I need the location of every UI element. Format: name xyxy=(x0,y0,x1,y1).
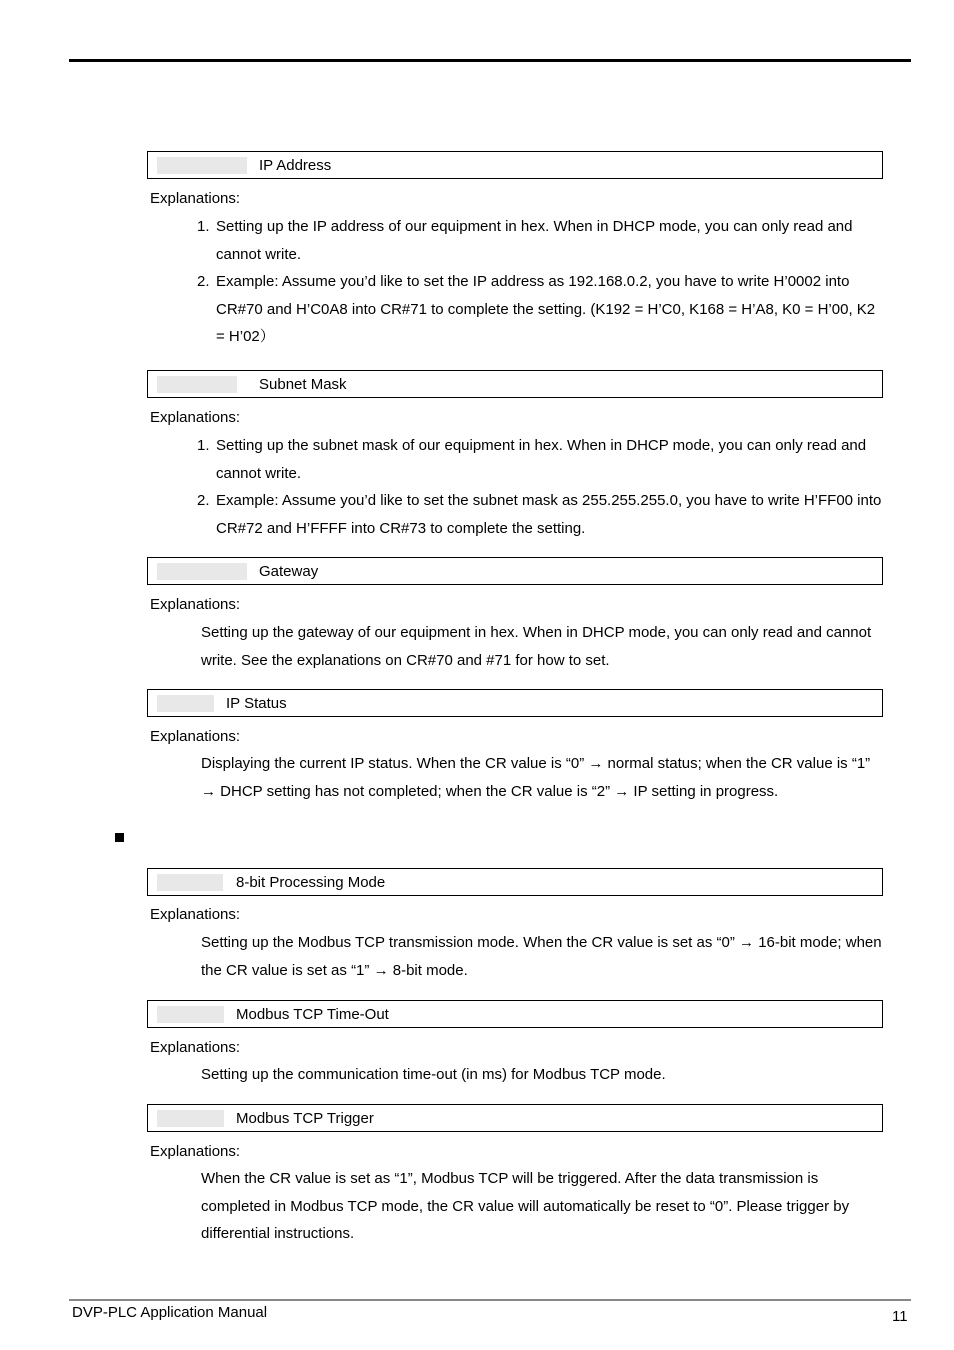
cr-number-placeholder xyxy=(157,874,223,891)
cr-title: IP Address xyxy=(259,157,332,174)
cr-number-placeholder xyxy=(157,695,214,712)
explanation-text: Setting up the Modbus TCP transmission mode. When the CR value is set as “0” → 16-bit mode; when the CR value is set as “1” → 8-bit mode. xyxy=(201,934,882,979)
cr-number-placeholder xyxy=(157,376,237,393)
cr-number-placeholder xyxy=(157,563,247,580)
explanations-label: Explanations: xyxy=(150,596,241,613)
explanations-label: Explanations: xyxy=(150,728,241,745)
footer-rule xyxy=(69,1299,911,1301)
list-item: 2. Example: Assume you’d like to set the IP address as 192.168.0.2, you have to write H’0002 into CR#70 and H’C0A8 into CR#71 to complete the setting. (K192 = H’C0, K168 = H’A8, K0 = H’00, K2 = H’02） xyxy=(197,273,876,345)
cr-number-placeholder xyxy=(157,157,247,174)
explanations-label: Explanations: xyxy=(150,190,241,207)
explanations-label: Explanations: xyxy=(150,1039,241,1056)
cr-header-modbus-trigger xyxy=(147,1104,883,1132)
explanation-text: Setting up the communication time-out (in ms) for Modbus TCP mode. xyxy=(201,1066,666,1083)
cr-title: 8-bit Processing Mode xyxy=(236,874,386,891)
cr-title: Subnet Mask xyxy=(259,376,347,393)
explanation-text: Setting up the gateway of our equipment in hex. When in DHCP mode, you can only read and cannot write. See the explanations on CR#70 and #71 for how to set. xyxy=(201,624,872,669)
cr-header-modbus-timeout xyxy=(147,1000,883,1028)
cr-header-subnet-mask xyxy=(147,370,883,398)
cr-title: IP Status xyxy=(226,695,287,712)
cr-header-ip-status xyxy=(147,689,883,717)
explanation-text: When the CR value is set as “1”, Modbus TCP will be triggered. After the data transmission is completed in Modbus TCP mode, the CR value will automatically be reset to “0”. Please trigger by differential instructions. xyxy=(201,1170,850,1242)
explanations-label: Explanations: xyxy=(150,1143,241,1160)
cr-header-ip-address xyxy=(147,151,883,179)
cr-header-8bit-mode xyxy=(147,868,883,896)
cr-number-placeholder xyxy=(157,1110,224,1127)
bullet-marker xyxy=(115,833,124,842)
page-number: 11 xyxy=(892,1308,908,1325)
cr-title: Gateway xyxy=(259,563,319,580)
explanations-label: Explanations: xyxy=(150,906,241,923)
cr-number-placeholder xyxy=(157,1006,224,1023)
footer-manual-title: DVP-PLC Application Manual xyxy=(72,1304,268,1321)
explanation-text: Displaying the current IP status. When the CR value is “0” → normal status; when the CR value is “1” → DHCP setting has not completed; when the CR value is “2” → IP setting in progress. xyxy=(201,755,871,800)
list-item: 2. Example: Assume you’d like to set the subnet mask as 255.255.255.0, you have to write H’FF00 into CR#72 and H’FFFF into CR#73 to complete the setting. xyxy=(197,492,882,537)
list-item: 1. Setting up the subnet mask of our equipment in hex. When in DHCP mode, you can only read and cannot write. xyxy=(197,437,867,482)
header-rule xyxy=(69,59,911,62)
cr-title: Modbus TCP Trigger xyxy=(236,1110,374,1127)
cr-header-gateway xyxy=(147,557,883,585)
explanations-label: Explanations: xyxy=(150,409,241,426)
cr-title: Modbus TCP Time-Out xyxy=(236,1006,389,1023)
list-item: 1. Setting up the IP address of our equipment in hex. When in DHCP mode, you can only read and cannot write. xyxy=(197,218,853,263)
